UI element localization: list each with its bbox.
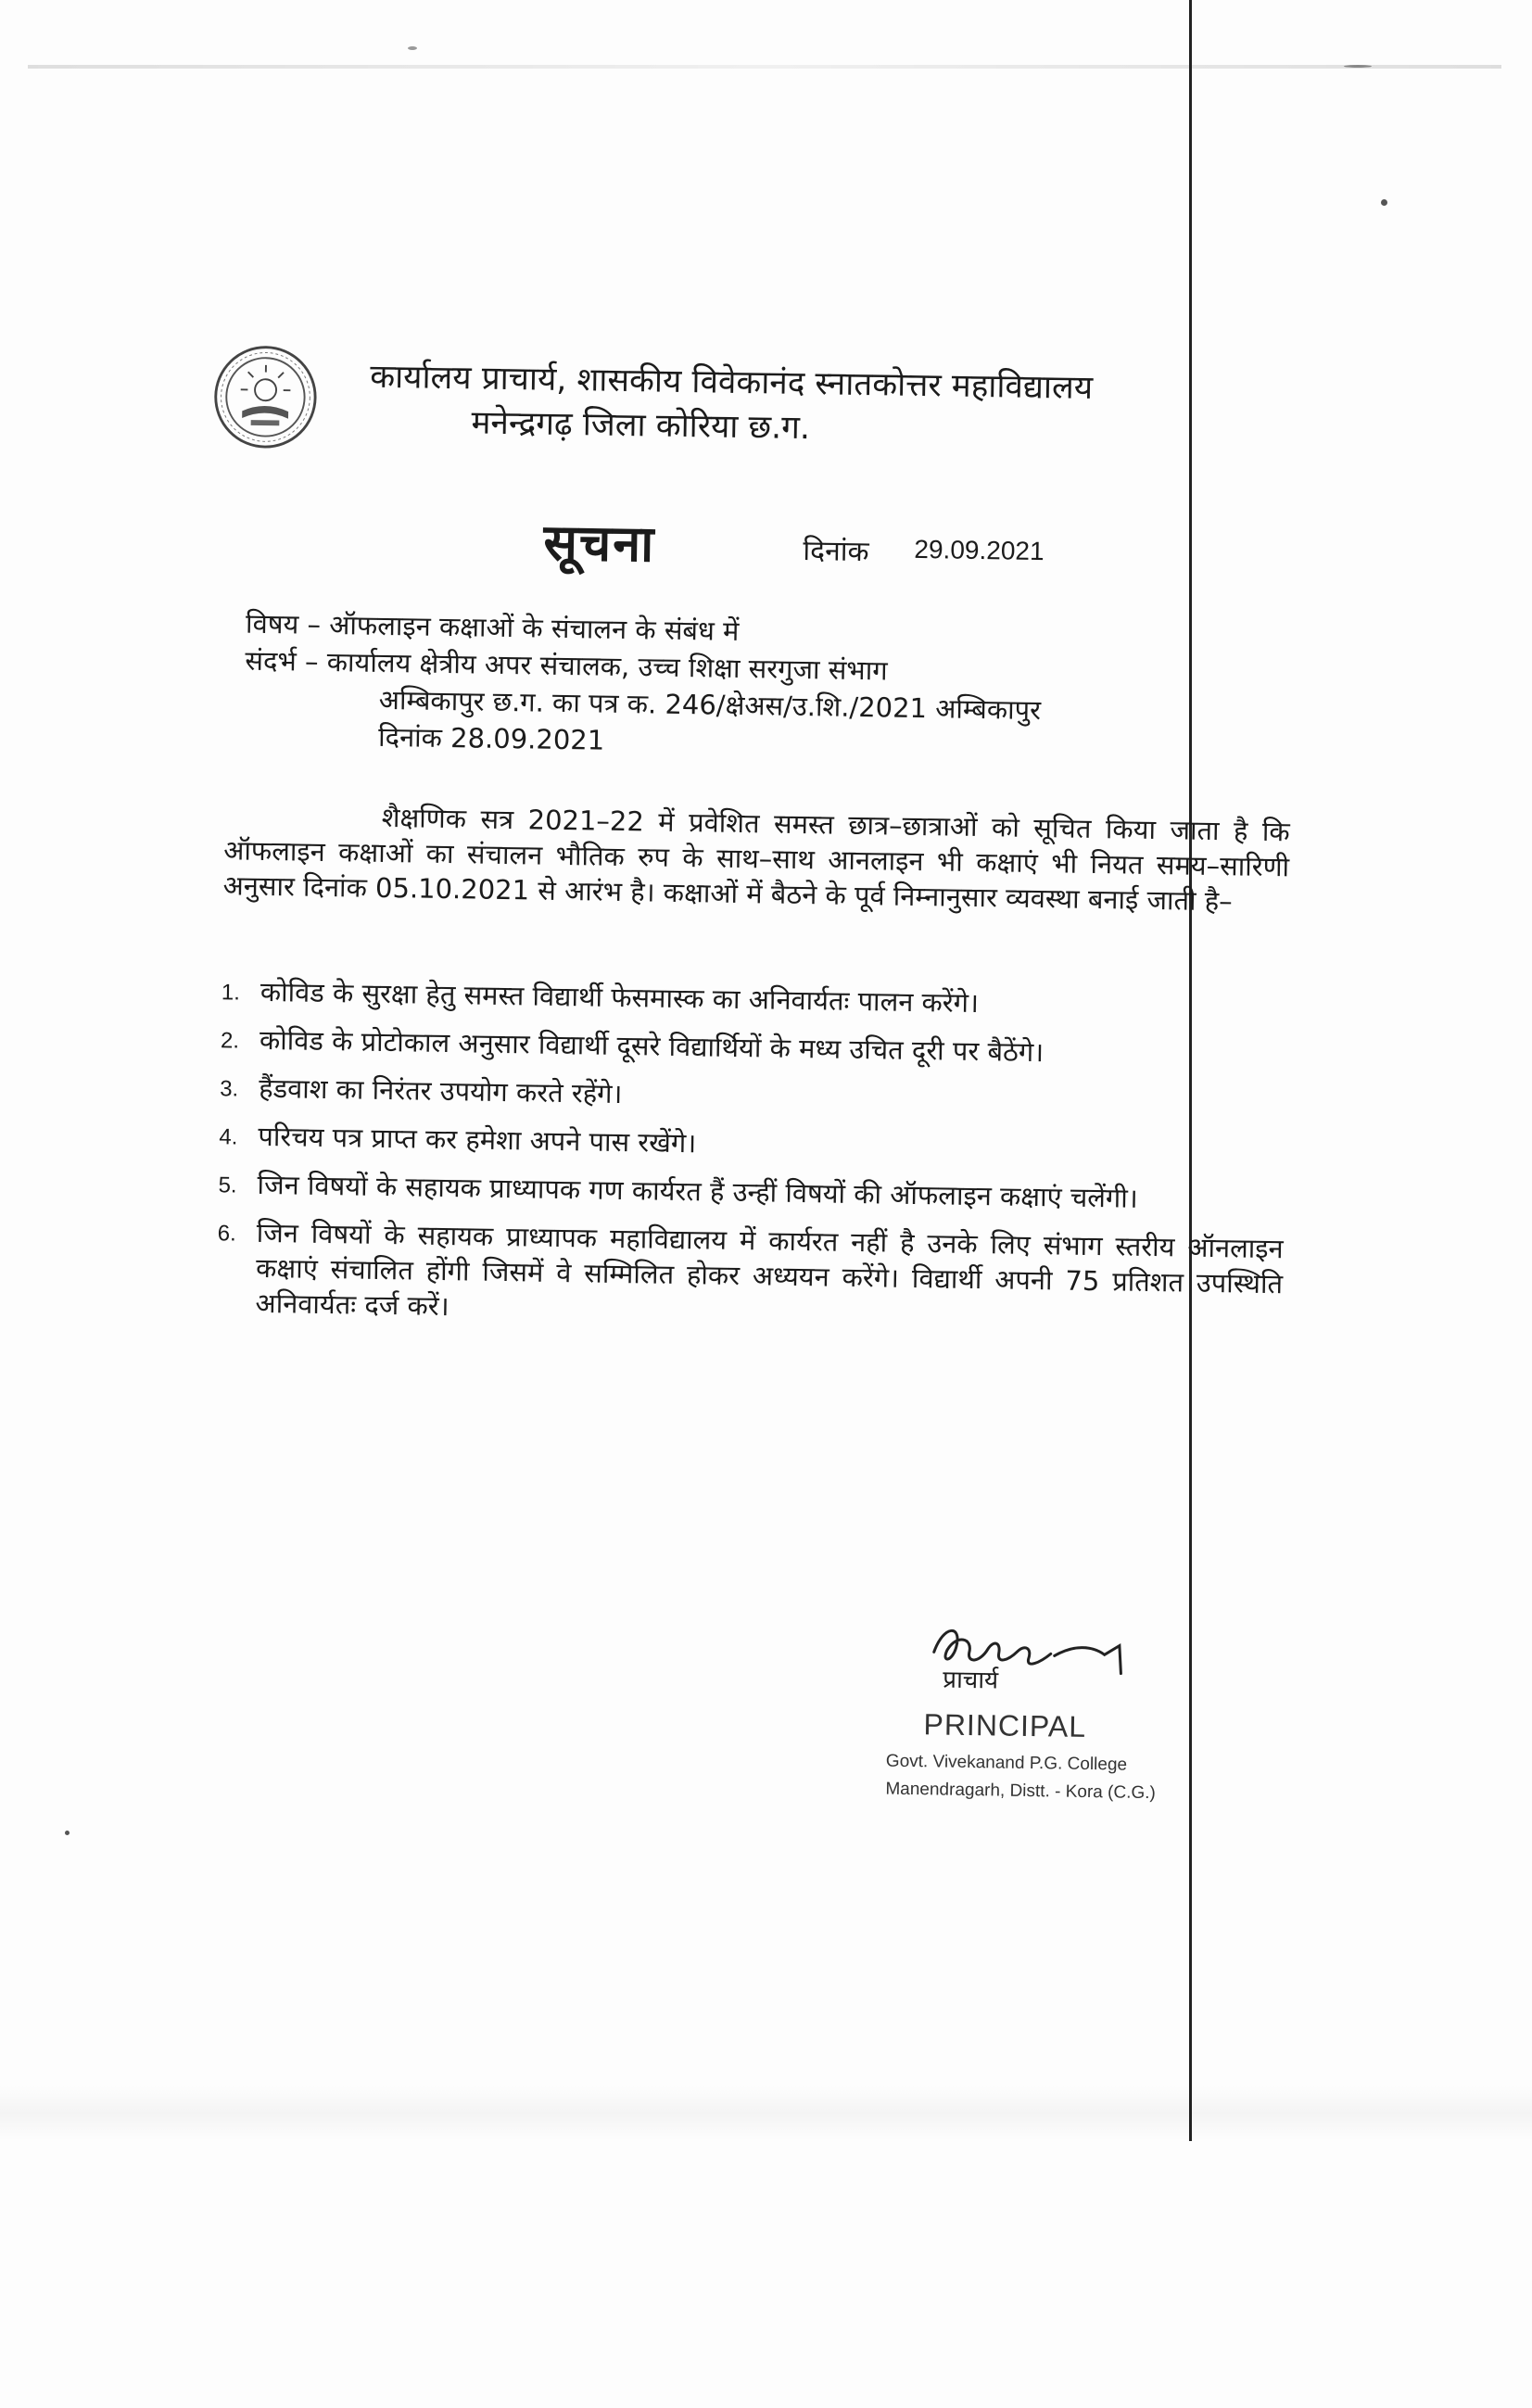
list-item-text: परिचय पत्र प्राप्त कर हमेशा अपने पास रखेंगे।: [258, 1120, 697, 1160]
notice-title: सूचना: [543, 513, 656, 574]
list-item: [216, 1214, 1284, 1337]
list-number: 5.: [218, 1172, 237, 1198]
body-paragraph: [222, 797, 1290, 919]
list-item: [219, 1118, 1285, 1170]
instruction-list: [216, 973, 1287, 1350]
list-item-text: कोविड के प्रोटोकाल अनुसार विद्यार्थी दूसरे विद्यार्थियों के मध्य उचित दूरी पर बैठेंगे।: [259, 1023, 1045, 1069]
list-item: [221, 1021, 1286, 1073]
list-item-text: जिन विषयों के सहायक प्राध्यापक गण कार्यरत हैं उन्हीं विषयों की ऑफलाइन कक्षाएं चलेंगी।: [257, 1168, 1139, 1214]
reference-date: दिनांक 28.09.2021: [377, 720, 605, 756]
reference-line: अम्बिकापुर छ.ग. का पत्र क. 246/क्षेअस/उ.शि./2021 अम्बिकापुर: [378, 683, 1042, 727]
college-name: Govt. Vivekanand P.G. College: [885, 1751, 1128, 1775]
list-number: 4.: [219, 1124, 238, 1150]
scan-speck: [65, 1831, 70, 1835]
body-text: शैक्षणिक सत्र 2021–22 में प्रवेशित समस्त छात्र–छात्राओं को सूचित किया जाता है कि ऑफलाइन कक्षाओं का संचालन भौतिक रुप के साथ–साथ आनलाइन भी कक्षाएं भी नियत समय–सारिणी अनुसार दिनांक 05.10.2021 से आरंभ है। कक्षाओं में बैठने के पूर्व निम्नानुसार व्यवस्था बनाई जाती है–: [222, 801, 1290, 918]
list-number: 2.: [220, 1028, 240, 1054]
college-seal-icon: [211, 343, 320, 451]
list-item-text: हैंडवाश का निरंतर उपयोग करते रहेंगे।: [258, 1071, 623, 1110]
list-number: 1.: [221, 980, 241, 1006]
list-item-text: जिन विषयों के सहायक प्राध्यापक महाविद्यालय में कार्यरत नहीं है उनके लिए संभाग स्तरीय ऑनलाइन कक्षाएं संचालित होंगी जिसमें वे सम्मिलित होकर अध्ययन करेंगे। विद्यार्थी अपनी 75 प्रतिशत उपस्थिति अनिवार्यतः दर्ज करें।: [255, 1216, 1284, 1323]
principal-stamp: PRINCIPAL: [923, 1707, 1087, 1743]
college-address: Manendragarh, Distt. - Kora (C.G.): [885, 1779, 1156, 1804]
scan-shade: [0, 2085, 1532, 2141]
notice-date: 29.09.2021: [914, 534, 1045, 566]
list-item: [218, 1166, 1284, 1218]
notice-document: [213, 334, 1325, 1804]
reference-line: संदर्भ – कार्यालय क्षेत्रीय अपर संचालक, उच्च शिक्षा सरगुजा संभाग: [245, 644, 888, 687]
subject-line: विषय – ऑफलाइन कक्षाओं के संचालन के संबंध में: [245, 607, 740, 647]
list-item: [222, 973, 1287, 1025]
notice-heading-row: [543, 506, 1285, 592]
office-name: कार्यालय प्राचार्य, शासकीय विवेकानंद स्नातकोत्तर महाविद्यालय: [369, 358, 1094, 407]
signature-block: [884, 1615, 1222, 1861]
list-item: [220, 1070, 1285, 1122]
scan-top-edge: [28, 65, 1501, 69]
list-number: 6.: [217, 1221, 236, 1247]
scan-speck: [408, 46, 417, 50]
date-label: दिनांक: [803, 535, 869, 569]
office-location: मनेन्द्रगढ़ जिला कोरिया छ.ग.: [471, 404, 811, 448]
subject-reference-block: [244, 605, 1311, 770]
list-number: 3.: [219, 1076, 239, 1102]
list-item-text: कोविड के सुरक्षा हेतु समस्त विद्यार्थी फेसमास्क का अनिवार्यतः पालन करेंगे।: [260, 975, 980, 1020]
office-header: [369, 355, 1315, 459]
scan-speck: [1381, 199, 1387, 206]
principal-title-hindi: प्राचार्य: [943, 1666, 999, 1695]
scan-speck: [1344, 65, 1372, 68]
